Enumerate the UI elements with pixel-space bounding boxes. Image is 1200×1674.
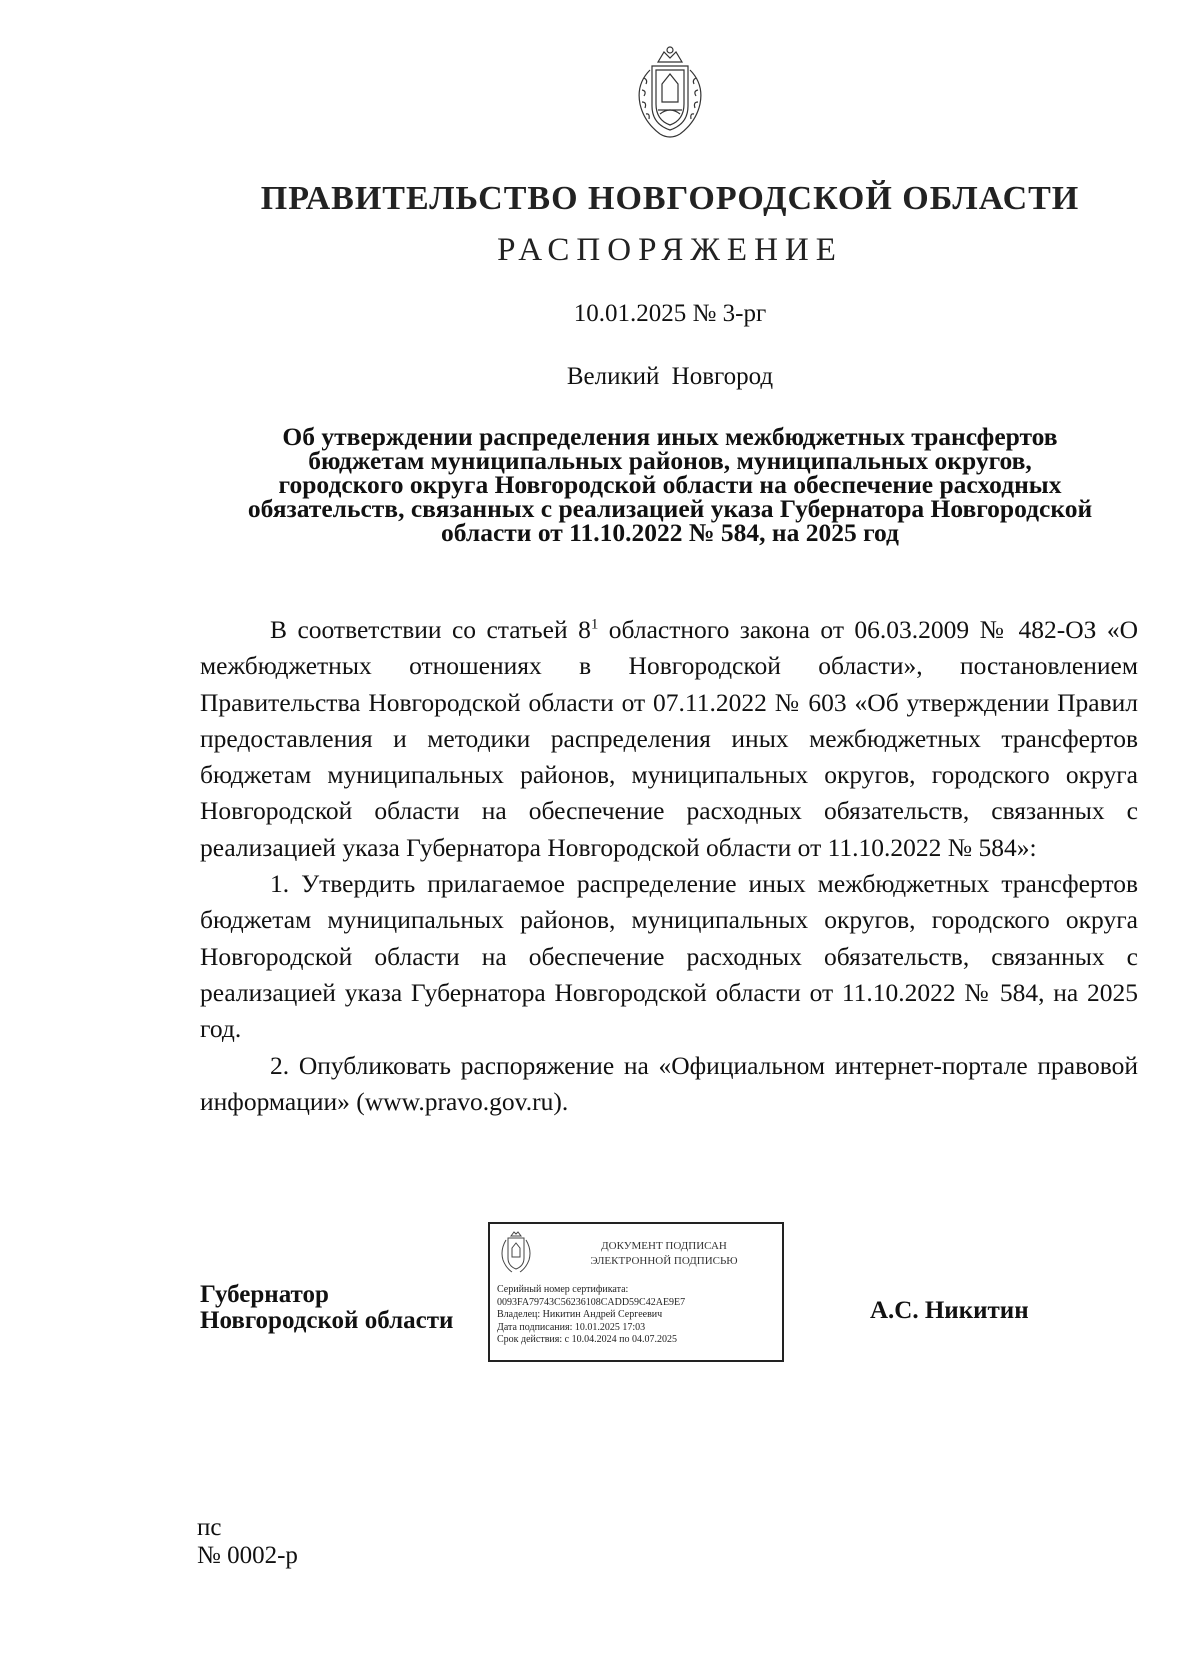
footer-line: пс (197, 1514, 222, 1541)
coat-of-arms-emblem (630, 44, 710, 142)
stamp-signed-date: Дата подписания: 10.01.2025 17:03 (497, 1321, 646, 1333)
paragraph-item-2: 2. Опубликовать распоряжение на «Официальном интернет-портале правовой информации» (www.pravo.gov.ru). (200, 1050, 1138, 1116)
document-date-number: 10.01.2025 № 3-рг (573, 300, 767, 327)
title-line: обязательств, связанных с реализацией указа Губернатора Новгородской (247, 494, 1093, 523)
paragraph-preamble (200, 612, 1138, 866)
title-line: городского округа Новгородской области на обеспечение расходных (278, 470, 1062, 499)
stamp-cert-label: Серийный номер сертификата: (497, 1284, 629, 1295)
stamp-emblem-icon (498, 1230, 534, 1274)
title-line: бюджетам муниципальных районов, муниципальных округов, (308, 446, 1032, 475)
title-line: области от 11.10.2022 № 584, на 2025 год (441, 518, 899, 547)
document-title (195, 422, 1145, 547)
paragraph-item-1: 1. Утвердить прилагаемое распределение иных межбюджетных трансфертов бюджетам муниципальных районов, муниципальных округов, городского округа Новгородской области на обеспечение расходных обязательств, связанных с реализацией указа Губернатора Новгородской области от 11.10.2022 № 584, на 2025 год. (200, 869, 1138, 1044)
stamp-owner: Владелец: Никитин Андрей Сергеевич (497, 1309, 663, 1320)
position-line: Губернатор (200, 1281, 329, 1308)
preamble-rest: областного закона от 06.03.2009 № 482-ОЗ «О межбюджетных отношениях в Новгородской области», постановлением Правительства Новгородской области от 07.11.2022 № 603 «Об утверждении Правил предоставления и методики распределения иных межбюджетных трансфертов бюджетам муниципальных районов, муниципальных округов, городского округа Новгородской области на обеспечение расходных обязательств, связанных с реализацией указа Губернатора Новгородской области от 11.10.2022 № 584»: (200, 615, 1138, 862)
signatory-name: А.С. Никитин (870, 1297, 1029, 1324)
electronic-signature-stamp (488, 1222, 784, 1362)
signatory-position (200, 1282, 453, 1334)
document-footer (197, 1514, 298, 1570)
position-line: Новгородской области (200, 1307, 454, 1334)
title-line: Об утверждении распределения иных межбюджетных трансфертов (282, 422, 1058, 451)
stamp-title-line: ДОКУМЕНТ ПОДПИСАН (601, 1240, 727, 1252)
article-superscript: 1 (590, 616, 599, 633)
document-type: РАСПОРЯЖЕНИЕ (497, 232, 843, 268)
organization-name: ПРАВИТЕЛЬСТВО НОВГОРОДСКОЙ ОБЛАСТИ (260, 180, 1080, 217)
stamp-validity: Срок действия: с 10.04.2024 по 04.07.2025 (497, 1334, 677, 1345)
document-body (200, 612, 1138, 1120)
preamble-start: В соответствии со статьей 8 (270, 615, 591, 644)
stamp-details (497, 1284, 685, 1347)
stamp-cert-number: 0093FA79743C56236108CADD59C42AE9E7 (497, 1296, 686, 1308)
stamp-title (550, 1239, 778, 1269)
footer-line: № 0002-р (197, 1542, 298, 1569)
stamp-title-line: ЭЛЕКТРОННОЙ ПОДПИСЬЮ (590, 1255, 738, 1267)
document-city: Великий Новгород (566, 363, 774, 390)
